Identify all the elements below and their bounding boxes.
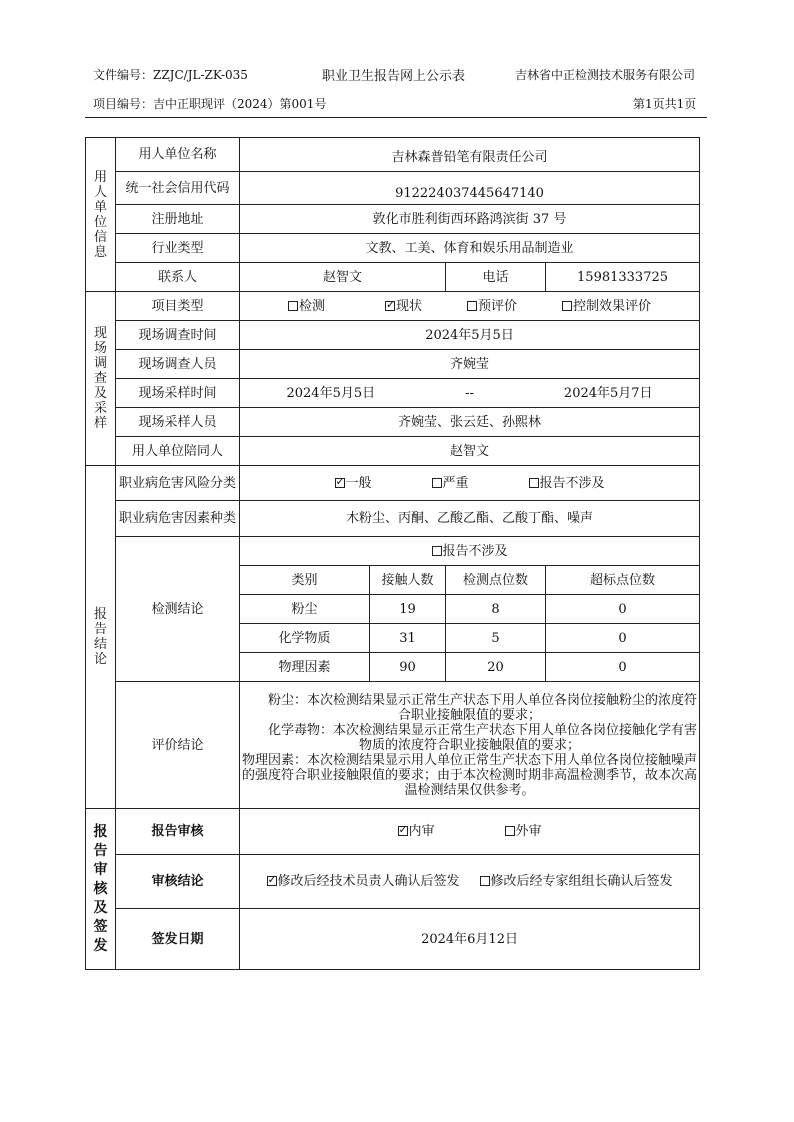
checkbox-icon (562, 301, 572, 311)
detect-cell-points: 8 (446, 595, 546, 624)
section-unit-info-title: 用人单位信息 (86, 138, 116, 292)
conclusion-options (240, 855, 700, 909)
page-info: 第1页共1页 (633, 97, 697, 111)
credit-code-value: 912224037445647140 (240, 172, 700, 205)
survey-staff-value: 齐婉莹 (240, 350, 700, 379)
industry-label: 行业类型 (116, 234, 240, 263)
detect-header-category: 类别 (240, 566, 370, 595)
contact-label: 联系人 (116, 263, 240, 292)
credit-code-label: 统一社会信用代码 (116, 172, 240, 205)
review-options (240, 809, 700, 855)
checkbox-icon (505, 826, 515, 836)
sampling-time-value (240, 379, 700, 408)
sampling-staff-value: 齐婉莹、张云廷、孙熙林 (240, 408, 700, 437)
header-divider (85, 117, 707, 118)
review-option-external[interactable]: 外审 (505, 824, 542, 839)
phone-label: 电话 (446, 263, 546, 292)
eval-label: 评价结论 (116, 682, 240, 809)
project-type-label: 项目类型 (116, 292, 240, 321)
detect-cell-category: 粉尘 (240, 595, 370, 624)
issue-date-value: 2024年6月12日 (240, 909, 700, 970)
risk-label: 职业病危害风险分类 (116, 466, 240, 501)
conclusion-option-expert[interactable]: 修改后经专家组组长确认后签发 (480, 874, 673, 889)
detect-cell-category: 物理因素 (240, 653, 370, 682)
detect-label: 检测结论 (116, 537, 240, 682)
checkbox-checked-icon (398, 826, 408, 836)
report-form (85, 137, 700, 970)
risk-option-general[interactable]: ✓ 一般 (335, 476, 372, 491)
risk-options (240, 466, 700, 501)
detect-cell-exposed: 19 (370, 595, 446, 624)
detect-option-not-involved[interactable]: 报告不涉及 (432, 544, 508, 559)
file-number: 文件编号：ZZJC/JL-ZK-035 (93, 68, 248, 82)
industry-value: 文教、工美、体育和娱乐用品制造业 (240, 234, 700, 263)
survey-staff-label: 现场调查人员 (116, 350, 240, 379)
address-label: 注册地址 (116, 205, 240, 234)
detect-cell-category: 化学物质 (240, 624, 370, 653)
checkbox-checked-icon (267, 876, 277, 886)
checkbox-icon (480, 876, 490, 886)
contact-value: 赵智文 (240, 263, 446, 292)
detect-cell-points: 5 (446, 624, 546, 653)
sampling-end: 2024年5月7日 (563, 385, 653, 401)
review-option-internal[interactable]: ✓ 内审 (398, 824, 435, 839)
company-name: 吉林省中正检测技术服务有限公司 (515, 68, 696, 82)
review-label: 报告审核 (116, 809, 240, 855)
detect-cell-exceed: 0 (546, 653, 700, 682)
checkbox-icon (432, 546, 442, 556)
risk-option-serious[interactable]: 严重 (432, 476, 469, 491)
detect-cell-exposed: 31 (370, 624, 446, 653)
checkbox-icon (529, 478, 539, 488)
unit-name-value: 吉林森普铅笔有限责任公司 (240, 138, 700, 172)
project-type-option-status[interactable]: ✓ 现状 (385, 299, 422, 314)
project-type-option-pre-evaluation[interactable]: 预评价 (467, 299, 517, 314)
phone-value: 15981333725 (546, 263, 700, 292)
eval-chemical: 化学毒物：本次检测结果显示正常生产状态下用人单位各岗位接触化学有害物质的浓度符合职业接触限值的要求； (268, 722, 698, 753)
section-conclusion-title: 报告结论 (86, 466, 116, 809)
detect-not-involved (240, 537, 700, 566)
sampling-time-label: 现场采样时间 (116, 379, 240, 408)
risk-option-not-involved[interactable]: 报告不涉及 (529, 476, 605, 491)
detect-cell-exceed: 0 (546, 595, 700, 624)
conclusion-label: 审核结论 (116, 855, 240, 909)
checkbox-icon (467, 301, 477, 311)
detect-header-exposed: 接触人数 (370, 566, 446, 595)
sampling-separator: -- (465, 385, 474, 401)
unit-name-label: 用人单位名称 (116, 138, 240, 172)
detect-cell-points: 20 (446, 653, 546, 682)
escort-value: 赵智文 (240, 437, 700, 466)
section-survey-title: 现场调查及采样 (86, 292, 116, 466)
detect-cell-exceed: 0 (546, 624, 700, 653)
checkbox-checked-icon (335, 478, 345, 488)
factor-label: 职业病危害因素种类 (116, 501, 240, 537)
survey-time-label: 现场调查时间 (116, 321, 240, 350)
issue-date-label: 签发日期 (116, 909, 240, 970)
checkbox-icon (432, 478, 442, 488)
project-type-options (240, 292, 700, 321)
project-number: 项目编号：吉中正职现评（2024）第001号 (93, 97, 327, 111)
detect-header-exceed: 超标点位数 (546, 566, 700, 595)
eval-text (240, 682, 700, 809)
eval-dust: 粉尘：本次检测结果显示正常生产状态下用人单位各岗位接触粉尘的浓度符合职业接触限值的要求； (268, 692, 698, 723)
factor-value: 木粉尘、丙酮、乙酸乙酯、乙酸丁酯、噪声 (240, 501, 700, 537)
section-review-title: 报告审核及签发 (86, 809, 116, 970)
sampling-start: 2024年5月5日 (286, 385, 376, 401)
eval-physical: 物理因素：本次检测结果显示用人单位正常生产状态下用人单位各岗位接触噪声的强度符合职业接触限值的要求；由于本次检测时期非高温检测季节，故本次高温检测结果仅供参考。 (242, 752, 698, 798)
detect-header-points: 检测点位数 (446, 566, 546, 595)
sampling-staff-label: 现场采样人员 (116, 408, 240, 437)
project-type-option-detection[interactable]: 检测 (288, 299, 325, 314)
conclusion-option-technical[interactable]: ✓ 修改后经技术员责人确认后签发 (267, 874, 460, 889)
project-type-option-control-evaluation[interactable]: 控制效果评价 (562, 299, 651, 314)
escort-label: 用人单位陪同人 (116, 437, 240, 466)
checkbox-checked-icon (385, 301, 395, 311)
survey-time-value: 2024年5月5日 (240, 321, 700, 350)
address-value: 敦化市胜利街西环路鸿滨街 37 号 (240, 205, 700, 234)
checkbox-icon (288, 301, 298, 311)
detect-cell-exposed: 90 (370, 653, 446, 682)
document-title: 职业卫生报告网上公示表 (322, 69, 466, 84)
